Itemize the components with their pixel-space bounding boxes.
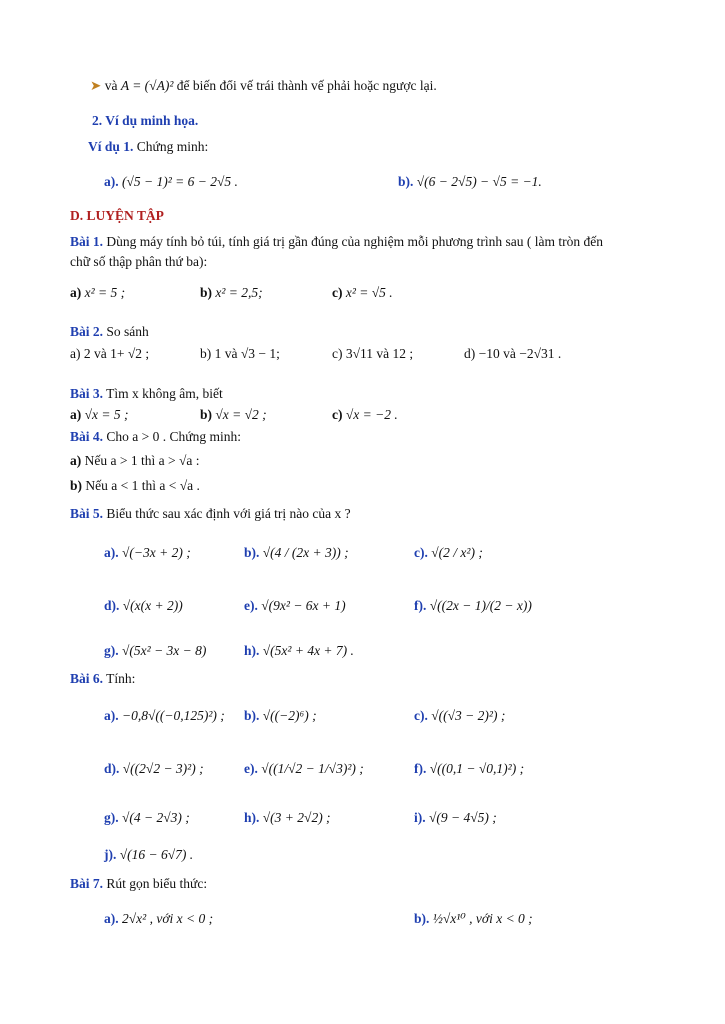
bai5-h xyxy=(244,641,354,661)
bai6-f xyxy=(414,759,524,779)
vd1-a-label: a). xyxy=(104,174,119,189)
intro-formula: A = (√A)² xyxy=(120,78,174,93)
bai5-g xyxy=(104,641,206,661)
bai7-a-label: a). xyxy=(104,911,119,926)
bai5-d xyxy=(104,596,183,616)
bai6-h-expr: √(3 + 2√2) ; xyxy=(262,810,331,825)
bai6-d xyxy=(104,759,204,779)
bai5-f xyxy=(414,596,532,616)
vd1-label: Ví dụ 1. xyxy=(88,139,134,154)
bai1-c xyxy=(332,283,393,303)
bai6-i-expr: √(9 − 4√5) ; xyxy=(429,810,497,825)
bai2-a: a) 2 và 1+ √2 ; xyxy=(70,346,150,361)
bai5-b xyxy=(244,543,349,563)
vd1-text: Chứng minh: xyxy=(136,139,209,154)
bai1-text1: Dùng máy tính bỏ túi, tính giá trị gần đúng của nghiệm mỗi phương trình sau ( làm tròn đến xyxy=(106,234,604,249)
bai5-f-expr: √((2x − 1)/(2 − x)) xyxy=(429,598,532,613)
bai7-b-expr: ½√x¹⁰ , với x < 0 ; xyxy=(432,911,533,926)
bai5-text: Biểu thức sau xác định với giá trị nào của x ? xyxy=(106,506,351,521)
bai7-line xyxy=(70,874,207,894)
bai6-e-label: e). xyxy=(244,761,258,776)
bai5-c-label: c). xyxy=(414,545,428,560)
bai6-b xyxy=(244,706,317,726)
bai6-i xyxy=(414,808,497,828)
intro-line xyxy=(90,76,437,96)
bai5-a-label: a). xyxy=(104,545,119,560)
bai1-label: Bài 1. xyxy=(70,234,104,249)
bai5-d-expr: √(x(x + 2)) xyxy=(122,598,183,613)
bai4-label: Bài 4. xyxy=(70,429,104,444)
vd1-line xyxy=(88,137,208,157)
bai6-a-expr: −0,8√((−0,125)²) ; xyxy=(122,708,225,723)
bai3-a-label: a) xyxy=(70,407,82,422)
bai6-j xyxy=(104,845,193,865)
bai7-label: Bài 7. xyxy=(70,876,104,891)
bai4-b-label: b) xyxy=(70,478,83,493)
bai6-j-label: j). xyxy=(104,847,117,862)
bai4-line xyxy=(70,427,241,447)
bai6-g xyxy=(104,808,190,828)
bai7-a xyxy=(104,909,213,929)
bai6-c-expr: √((√3 − 2)²) ; xyxy=(431,708,506,723)
bai3-label: Bài 3. xyxy=(70,386,104,401)
bai7-b xyxy=(414,909,533,929)
bai5-a-expr: √(−3x + 2) ; xyxy=(122,545,191,560)
intro-text-a: và xyxy=(104,78,118,93)
bai6-j-expr: √(16 − 6√7) . xyxy=(119,847,194,862)
bai6-d-expr: √((2√2 − 3)²) ; xyxy=(122,761,204,776)
bai5-h-expr: √(5x² + 4x + 7) . xyxy=(262,643,354,658)
bai3-c-label: c) xyxy=(332,407,343,422)
bai3-c xyxy=(332,405,398,425)
bai1-line1 xyxy=(70,232,603,252)
bai6-h xyxy=(244,808,331,828)
bai2-text: So sánh xyxy=(106,324,149,339)
bai1-text2: chữ số thập phân thứ ba): xyxy=(70,254,208,269)
bai5-b-label: b). xyxy=(244,545,260,560)
bai3-line xyxy=(70,384,223,404)
bai6-h-label: h). xyxy=(244,810,260,825)
bai1-a-expr: x² = 5 ; xyxy=(84,285,126,300)
bai6-f-label: f). xyxy=(414,761,427,776)
bai4-a-expr: Nếu a > 1 thì a > √a : xyxy=(84,453,200,468)
bai5-g-label: g). xyxy=(104,643,119,658)
bai5-h-label: h). xyxy=(244,643,260,658)
bai7-a-expr: 2√x² , với x < 0 ; xyxy=(122,911,214,926)
bai5-d-label: d). xyxy=(104,598,120,613)
bai6-label: Bài 6. xyxy=(70,671,104,686)
bai1-a xyxy=(70,283,125,303)
bai6-i-label: i). xyxy=(414,810,426,825)
bai5-b-expr: √(4 / (2x + 3)) ; xyxy=(262,545,349,560)
bai1-c-label: c) xyxy=(332,285,343,300)
bai5-label: Bài 5. xyxy=(70,506,104,521)
bai3-a xyxy=(70,405,129,425)
bai2-b: b) 1 và √3 − 1; xyxy=(200,346,280,361)
bai4-b xyxy=(70,476,200,496)
bai5-line xyxy=(70,504,351,524)
bai2-label: Bài 2. xyxy=(70,324,104,339)
intro-text-b: để biến đổi vế trái thành vế phải hoặc ngược lại. xyxy=(176,78,437,93)
vd1-a-expr: (√5 − 1)² = 6 − 2√5 . xyxy=(122,174,238,189)
bai6-a xyxy=(104,706,225,726)
bai1-a-label: a) xyxy=(70,285,82,300)
bai5-c xyxy=(414,543,483,563)
bai1-b-expr: x² = 2,5; xyxy=(215,285,263,300)
bai4-b-expr: Nếu a < 1 thì a < √a . xyxy=(85,478,200,493)
bai1-b xyxy=(200,283,263,303)
bai4-text: Cho a > 0 . Chứng minh: xyxy=(106,429,241,444)
bai6-e-expr: √((1/√2 − 1/√3)²) ; xyxy=(261,761,364,776)
bai6-c-label: c). xyxy=(414,708,428,723)
bai2-line xyxy=(70,322,149,342)
bai6-f-expr: √((0,1 − √0,1)²) ; xyxy=(429,761,525,776)
bai2-c: c) 3√11 và 12 ; xyxy=(332,346,414,361)
section-2-title: 2. Ví dụ minh họa. xyxy=(92,113,199,128)
bai3-a-expr: √x = 5 ; xyxy=(84,407,129,422)
bai5-g-expr: √(5x² − 3x − 8) xyxy=(122,643,207,658)
bai6-line xyxy=(70,669,135,689)
bai3-c-expr: √x = −2 . xyxy=(345,407,398,422)
vd1-b-expr: √(6 − 2√5) − √5 = −1. xyxy=(416,174,542,189)
bai6-text: Tính: xyxy=(106,671,136,686)
bai3-b-label: b) xyxy=(200,407,213,422)
bai1-b-label: b) xyxy=(200,285,213,300)
arrow-bullet-icon: ➤ xyxy=(90,78,102,93)
bai4-a-label: a) xyxy=(70,453,82,468)
vd1-b-label: b). xyxy=(398,174,414,189)
bai7-b-label: b). xyxy=(414,911,430,926)
bai6-g-expr: √(4 − 2√3) ; xyxy=(122,810,190,825)
bai5-e xyxy=(244,596,346,616)
bai5-e-expr: √(9x² − 6x + 1) xyxy=(261,598,346,613)
section-d-title: D. LUYỆN TẬP xyxy=(70,208,164,223)
bai1-c-expr: x² = √5 . xyxy=(345,285,393,300)
bai3-text: Tìm x không âm, biết xyxy=(106,386,223,401)
bai5-c-expr: √(2 / x²) ; xyxy=(431,545,483,560)
vd1-b xyxy=(398,172,542,192)
bai5-f-label: f). xyxy=(414,598,427,613)
bai2-d: d) −10 và −2√31 . xyxy=(464,346,562,361)
bai6-c xyxy=(414,706,505,726)
bai6-g-label: g). xyxy=(104,810,119,825)
bai5-a xyxy=(104,543,191,563)
bai6-a-label: a). xyxy=(104,708,119,723)
bai6-d-label: d). xyxy=(104,761,120,776)
vd1-a xyxy=(104,172,238,192)
bai6-b-label: b). xyxy=(244,708,260,723)
bai5-e-label: e). xyxy=(244,598,258,613)
bai3-b-expr: √x = √2 ; xyxy=(215,407,267,422)
bai4-a xyxy=(70,451,199,471)
bai6-b-expr: √((−2)⁶) ; xyxy=(262,708,317,723)
bai3-b xyxy=(200,405,267,425)
bai6-e xyxy=(244,759,364,779)
bai7-text: Rút gọn biểu thức: xyxy=(106,876,208,891)
